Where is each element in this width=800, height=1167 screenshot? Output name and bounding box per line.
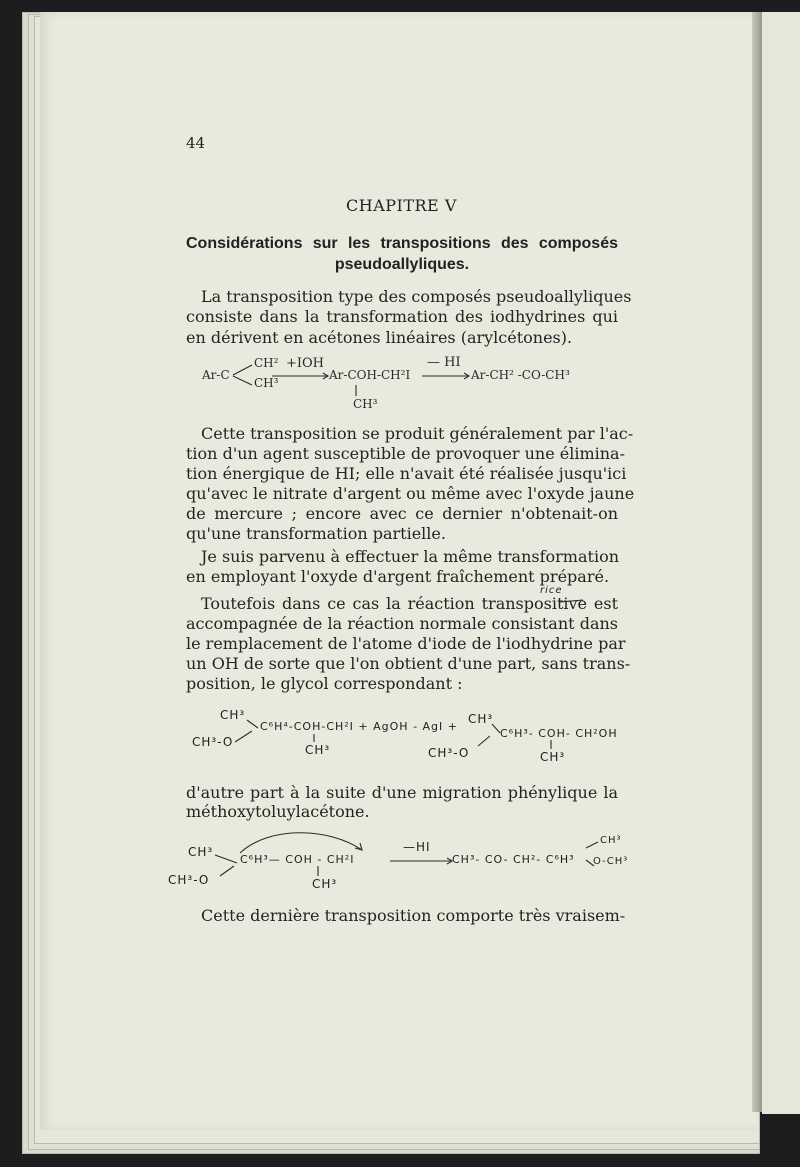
formula-product: Ar-CH² -CO-CH³ (471, 368, 570, 382)
formula2-left-bottom: CH³-O (192, 735, 234, 749)
formula-reactant: Ar-C (202, 368, 230, 382)
formula3-chain: C⁶H³— COH - CH²I (240, 853, 355, 866)
paragraph-line: tion énergique de HI; elle n'avait été réalisée jusqu'ici (186, 464, 627, 483)
paragraph-line: tion d'un agent susceptible de provoquer une élimina- (186, 444, 625, 463)
formula-reagent2: — HI (427, 355, 461, 370)
formula2-left-chain: C⁶H⁴-COH-CH²I + AgOH - AgI + (260, 720, 459, 733)
migration-arrow (240, 833, 362, 853)
formula2-right-chain: C⁶H³- COH- CH²OH (500, 727, 618, 740)
paragraph-line: de mercure ; encore avec ce dernier n'obtenait-on (186, 504, 618, 523)
paragraph-line: Je suis parvenu à effectuer la même transformation (201, 547, 619, 566)
paragraph-line: Cette dernière transposition comporte très vraisem- (201, 906, 626, 925)
paragraph-line: un OH de sorte que l'on obtient d'une part, sans trans- (186, 654, 631, 673)
formula3-chain-sub: CH³ (312, 877, 338, 891)
formula-intermediate-sub: CH³ (353, 397, 378, 411)
formula2-right-bottom: CH³-O (428, 746, 470, 760)
paragraph-line: le remplacement de l'atome d'iode de l'iodhydrine par (186, 634, 626, 653)
formula3-product: CH³- CO- CH²- C⁶H³ (452, 853, 575, 866)
section-heading: Considérations sur les transpositions des composés (186, 235, 618, 252)
bond-line (233, 365, 252, 375)
section-heading-continued: pseudoallyliques. (334, 256, 470, 273)
formula3-left-top: CH³ (188, 845, 214, 859)
formula3-product-top: CH³ (600, 835, 622, 846)
formula-ch2: CH² (254, 356, 279, 370)
bond-line (492, 724, 500, 733)
bond-line (215, 855, 237, 863)
paragraph-line: qu'une transformation partielle. (186, 524, 446, 543)
formula2-right-sub: CH³ (540, 750, 566, 764)
formula2-left-top: CH³ (220, 708, 246, 722)
formula3-product-bottom: O-CH³ (593, 856, 629, 867)
paragraph-line: en employant l'oxyde d'argent fraîchement préparé. (186, 567, 610, 586)
bond-line (586, 842, 598, 848)
bond-line (235, 731, 252, 742)
paragraph-line: position, le glycol correspondant : (186, 674, 463, 693)
paragraph-line: consiste dans la transformation des iodhydrines qui (186, 307, 618, 326)
bond-line (220, 866, 234, 876)
formula2-left-sub: CH³ (305, 743, 331, 757)
paragraph-line: Cette transposition se produit généralement par l'ac- (201, 424, 634, 443)
page-number: 44 (186, 134, 206, 152)
formula-intermediate: Ar-COH-CH²I (329, 368, 411, 382)
paragraph-line: La transposition type des composés pseudoallyliques (201, 287, 632, 306)
bond-line (247, 720, 258, 728)
paragraph-line: qu'avec le nitrate d'argent ou même avec l'oxyde jaune (186, 484, 635, 503)
bond-line (478, 736, 490, 746)
formula2-right-top: CH³ (468, 712, 494, 726)
paragraph-line: en dérivent en acétones linéaires (arylcétones). (186, 328, 573, 347)
bond-line (233, 376, 252, 385)
formula3-reagent: —HI (403, 840, 431, 854)
formula3-left-bottom: CH³-O (168, 873, 210, 887)
bond-line (586, 860, 594, 866)
paragraph-line: d'autre part à la suite d'une migration phénylique la (186, 783, 618, 802)
handwritten-correction: rice (540, 585, 563, 596)
formula-reagent: +IOH (286, 356, 325, 371)
strike-through (560, 600, 583, 602)
paragraph-line: méthoxytoluylacétone. (186, 802, 370, 821)
chapter-title: CHAPITRE V (346, 196, 457, 215)
formula-ch3: CH³ (254, 376, 279, 390)
paragraph-line: accompagnée de la réaction normale consistant dans (186, 614, 618, 633)
paragraph-line: Toutefois dans ce cas la réaction transpositive est (201, 594, 618, 613)
